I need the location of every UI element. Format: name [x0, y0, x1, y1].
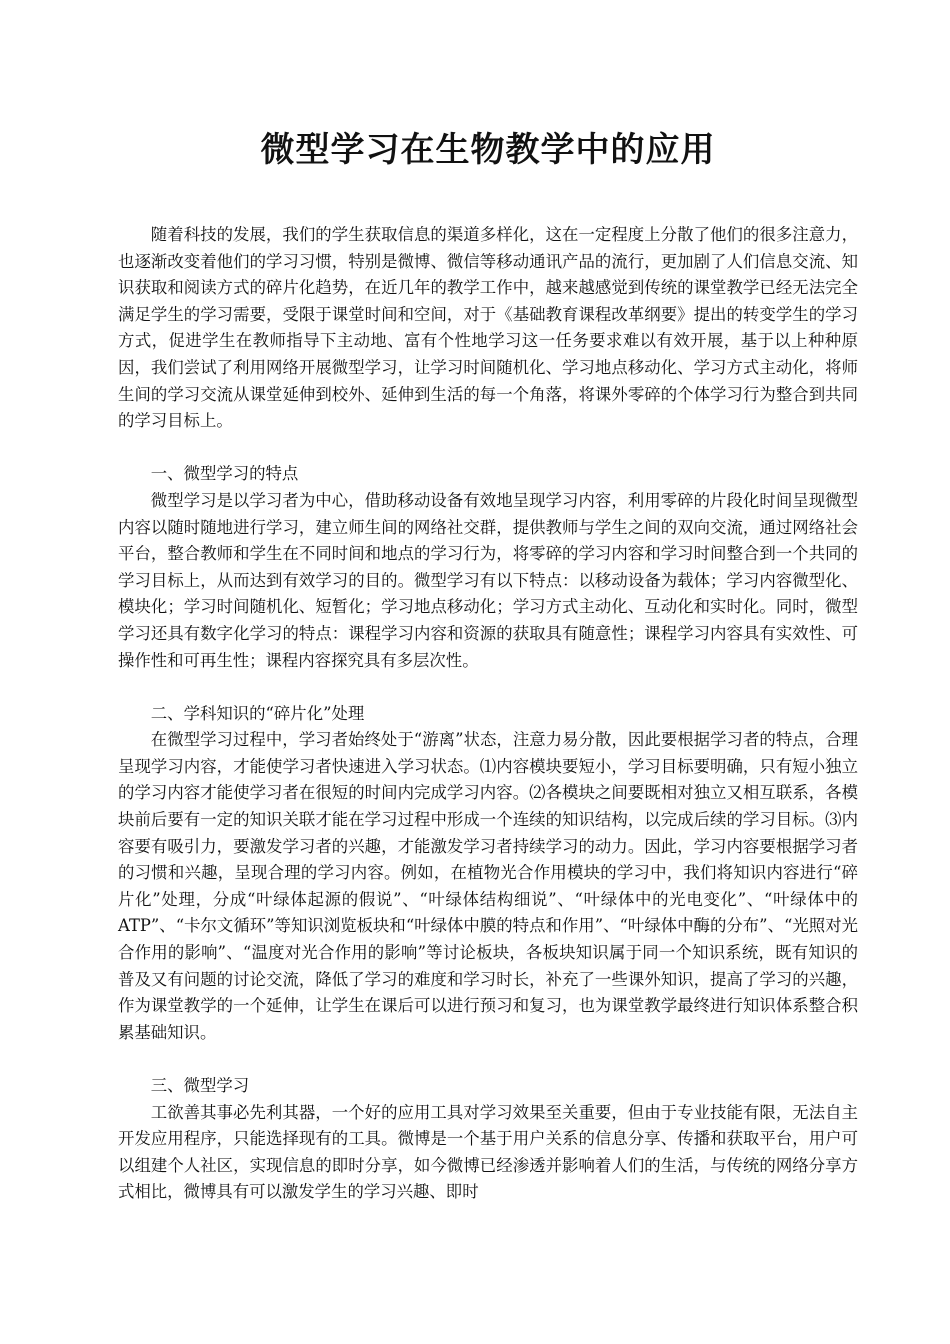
document-title: 微型学习在生物教学中的应用 [260, 130, 716, 170]
section-heading-2: 二、学科知识的“碎片化”处理 [150, 703, 365, 723]
section-body-3: 工欲善其事必先利其器，一个好的应用工具对学习效果至关重要，但由于专业技能有限，无法自主开发应用程序，只能选择现有的工具。微博是一个基于用户关系的信息分享、传播和获取平台，用户可以组建个人社区，实现信息的即时分享，如今微博已经渗透并影响着人们的生活，与传统的网络分享方式相比，微博具有可以激发学生的学习兴趣、即时 [118, 1102, 858, 1202]
document-body [118, 222, 858, 1206]
section-body-1: 微型学习是以学习者为中心，借助移动设备有效地呈现学习内容，利用零碎的片段化时间呈现微型内容以随时随地进行学习，建立师生间的网络社交群，提供教师与学生之间的双向交流，通过网络社会平台，整合教师和学生在不同时间和地点的学习行为，将零碎的学习内容和学习时间整合到一个共同的学习目标上，从而达到有效学习的目的。微型学习有以下特点：以移动设备为载体；学习内容微型化、模块化；学习时间随机化、短暂化；学习地点移动化；学习方式主动化、互动化和实时化。同时，微型学习还具有数字化学习的特点：课程学习内容和资源的获取具有随意性；课程学习内容具有实效性、可操作性和可再生性；课程内容探究具有多层次性。 [118, 490, 858, 670]
section-heading-1: 一、微型学习的特点 [150, 464, 299, 484]
intro-paragraph: 随着科技的发展，我们的学生获取信息的渠道多样化，这在一定程度上分散了他们的很多注意力，也逐渐改变着他们的学习习惯，特别是微博、微信等移动通讯产品的流行，更加剧了人们信息交流、知识获取和阅读方式的碎片化趋势，在近几年的教学工作中，越来越感觉到传统的课堂教学已经无法完全满足学生的学习需要，受限于课堂时间和空间，对于《基础教育课程改革纲要》提出的转变学生的学习方式，促进学生在教师指导下主动地、富有个性地学习这一任务要求难以有效开展，基于以上种种原因，我们尝试了利用网络开展微型学习，让学习时间随机化、学习地点移动化、学习方式主动化，将师生间的学习交流从课堂延伸到校外、延伸到生活的每一个角落，将课外零碎的个体学习行为整合到共同的学习目标上。 [118, 225, 858, 431]
section-heading-3: 三、微型学习 [150, 1076, 250, 1095]
section-body-2: 在微型学习过程中，学习者始终处于“游离”状态，注意力易分散，因此要根据学习者的特点，合理呈现学习内容，才能使学习者快速进入学习状态。⑴内容模块要短小，学习目标要明确，只有短小独立的学习内容才能使学习者在很短的时间内完成学习内容。⑵各模块之间要既相对独立又相互联系，各模块前后要有一定的知识关联才能在学习过程中形成一个连续的知识结构，以完成后续的学习目标。⑶内容要有吸引力，要激发学习者的兴趣，才能激发学习者持续学习的动力。因此，学习内容要根据学习者的习惯和兴趣，呈现合理的学习内容。例如，在植物光合作用模块的学习中，我们将知识内容进行“碎片化”处理，分成“叶绿体起源的假说”、“叶绿体结构细说”、“叶绿体中的光电变化”、“叶绿体中的ATP”、“卡尔文循环”等知识浏览板块和“叶绿体中膜的特点和作用”、“叶绿体中酶的分布”、“光照对光合作用的影响”、“温度对光合作用的影响”等讨论板块，各板块知识属于同一个知识系统，既有知识的普及又有问题的讨论交流，降低了学习的难度和学习时长，补充了一些课外知识，提高了学习的兴趣，作为课堂教学的一个延伸，让学生在课后可以进行预习和复习，也为课堂教学最终进行知识体系整合积累基础知识。 [118, 730, 858, 1042]
